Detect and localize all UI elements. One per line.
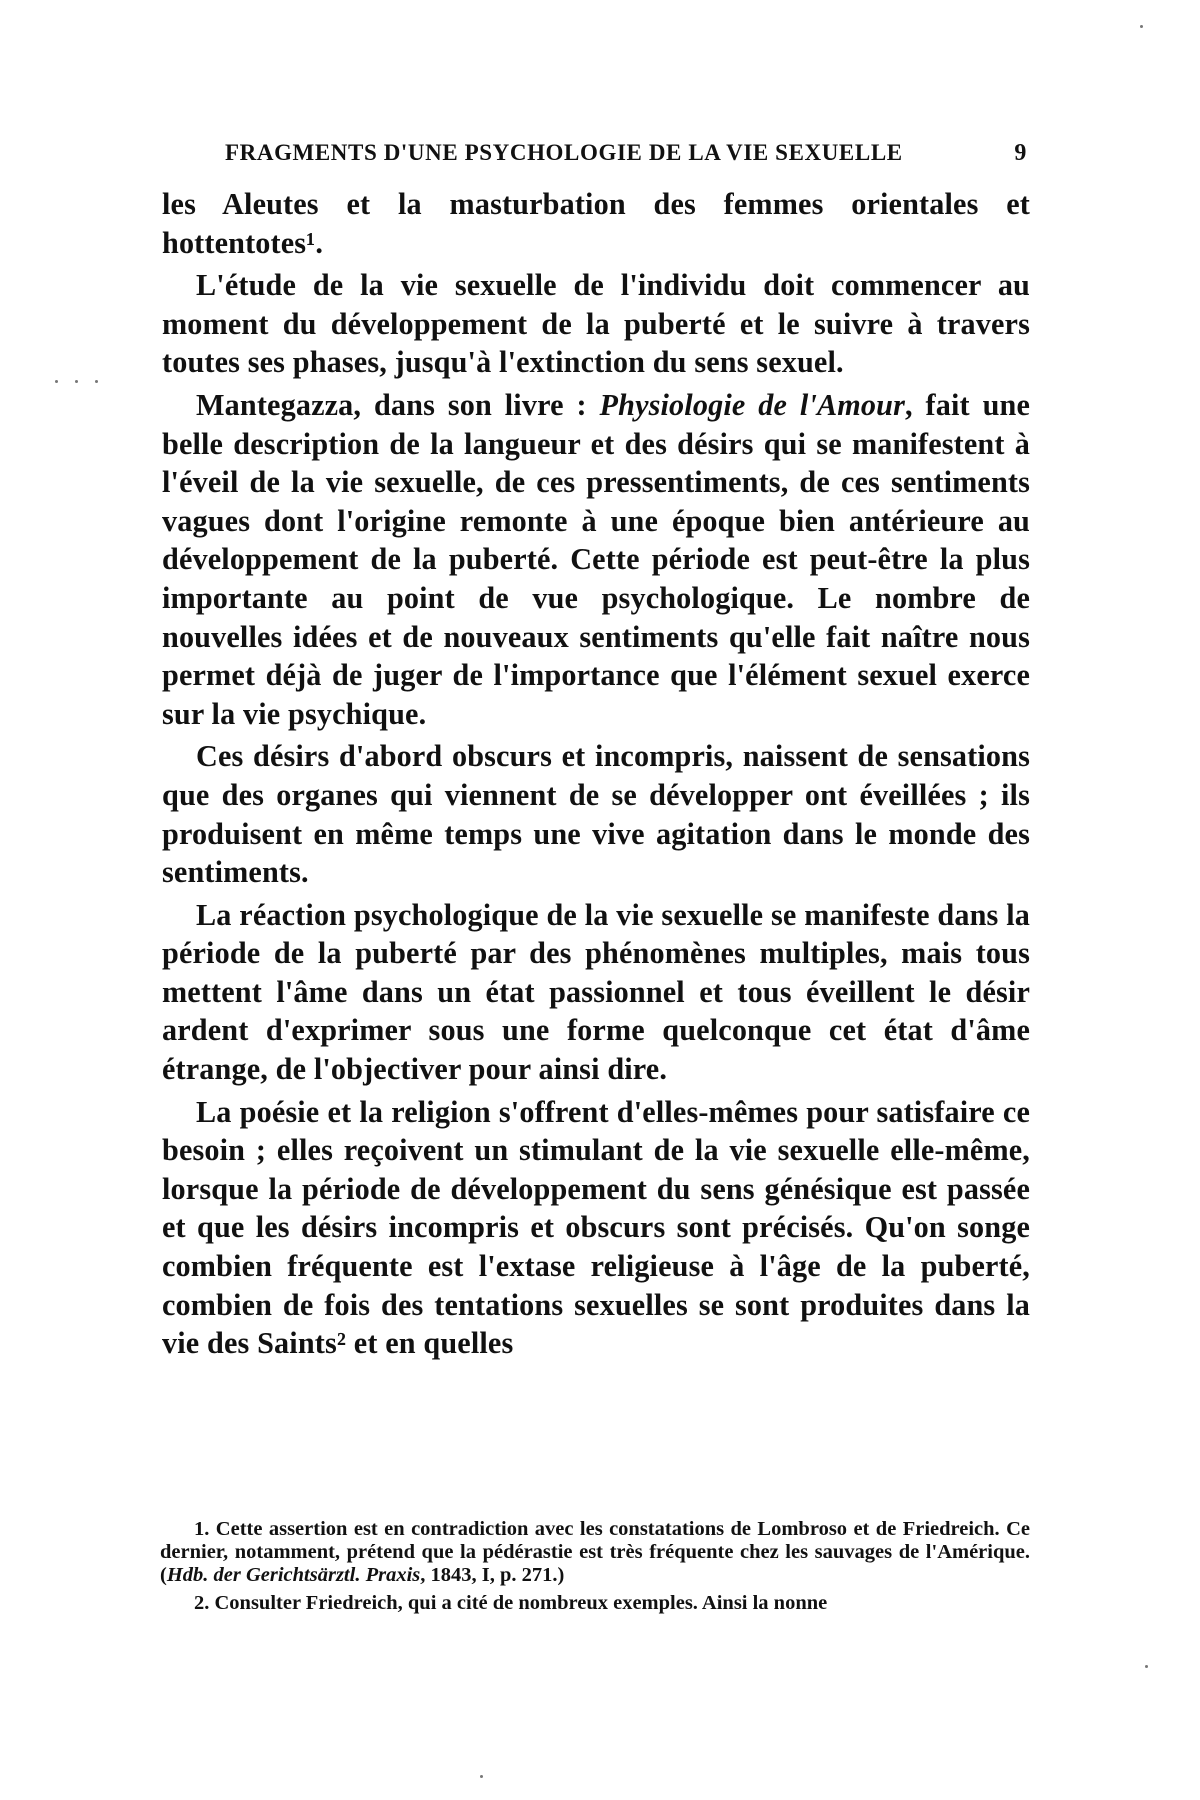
scan-speck — [75, 380, 78, 383]
footnote — [160, 1518, 1030, 1587]
page-number: 9 — [1014, 140, 1027, 166]
citation-title: Hdb. der Gerichtsärztl. Praxis — [166, 1564, 421, 1586]
footnote: 2. Consulter Friedreich, qui a cité de nombreux exemples. Ainsi la nonne — [194, 1592, 828, 1614]
book-title: Physiologie de l'Amour — [599, 387, 905, 422]
paragraph: les Aleutes et la masturbation des femmes orientales et hottentotes¹. — [162, 187, 1030, 260]
page-header — [225, 140, 1027, 167]
scan-speck — [1145, 1665, 1148, 1668]
text-run: Mantegazza, dans son livre : — [196, 387, 600, 422]
scan-speck — [1140, 25, 1143, 28]
scan-speck — [95, 380, 98, 383]
paragraph: Ces désirs d'abord obscurs et incompris, naissent de sensations que des organes qui viennent de se développer ont éveillées ; ils produisent en même temps une vive agitation dans le monde des sentiments. — [162, 739, 1030, 890]
paragraph — [162, 386, 1030, 733]
scan-speck — [480, 1775, 483, 1778]
running-title: FRAGMENTS D'UNE PSYCHOLOGIE DE LA VIE SEXUELLE — [225, 140, 903, 165]
text-run: , 1843, I, p. 271.) — [420, 1564, 565, 1586]
paragraph: La réaction psychologique de la vie sexuelle se manifeste dans la période de la puberté par des phénomènes multiples, mais tous mettent l'âme dans un état passionnel et tous éveillent le désir ardent d'exprimer sous une forme quelconque cet état d'âme étrange, de l'objectiver pour ainsi dire. — [162, 897, 1030, 1087]
footnotes — [160, 1518, 1030, 1620]
main-text — [162, 185, 1030, 1363]
text-run: , fait une belle description de la langueur et des désirs qui se manifestent à l'éveil de la vie sexuelle, de ces pressentiments, de ces sentiments vagues dont l'origine remonte à une époque bien antérieure au développement de la puberté. Cette période est peut-être la plus importante au point de vue psychologique. Le nombre de nouvelles idées et de nouveaux sentiments qu'elle fait naître nous permet déjà de juger de l'importance que l'élément sexuel exerce sur la vie psychique. — [162, 387, 1030, 731]
text-run: 1. Cette assertion est en contradiction avec les constatations de Lombroso et de Friedreich. Ce dernier, notamment, prétend que la pédérastie est très fréquente chez les sauvages de l'Amérique. ( — [160, 1518, 1030, 1586]
paragraph: La poésie et la religion s'offrent d'elles-mêmes pour satisfaire ce besoin ; elles reçoivent un stimulant de la vie sexuelle elle-même, lorsque la période de développement du sens génésique est passée et que les désirs incompris et obscurs sont précisés. Qu'on songe combien fréquente est l'extase religieuse à l'âge de la puberté, combien de fois des tentations sexuelles se sont produites dans la vie des Saints² et en quelles — [162, 1094, 1030, 1361]
scan-speck — [55, 380, 58, 383]
paragraph: L'étude de la vie sexuelle de l'individu doit commencer au moment du développement de la puberté et le suivre à travers toutes ses phases, jusqu'à l'extinction du sens sexuel. — [162, 268, 1030, 380]
